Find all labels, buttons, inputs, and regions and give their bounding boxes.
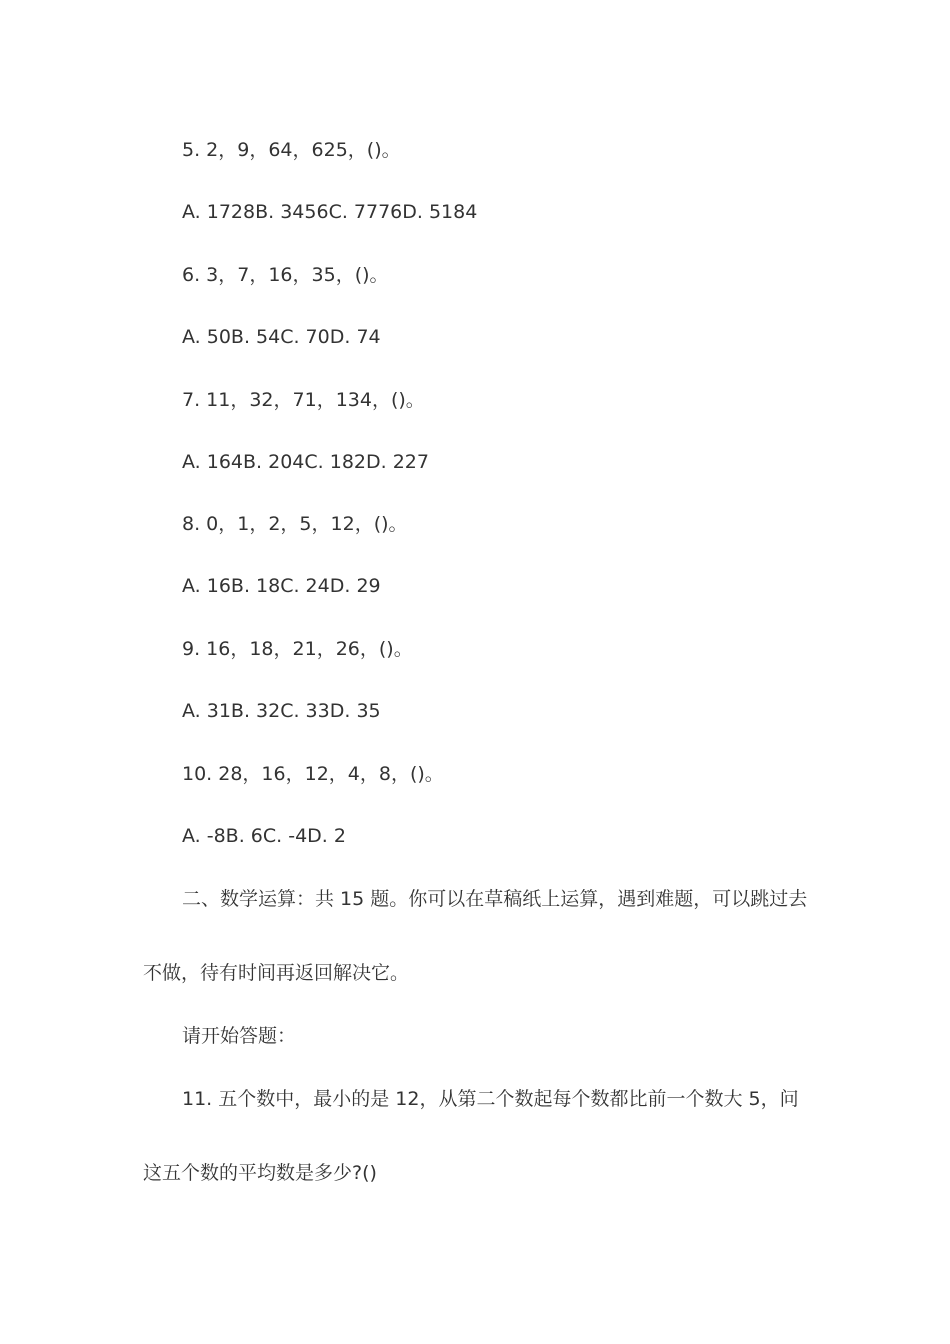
- question-7-options: A. 164B. 204C. 182D. 227: [182, 451, 429, 473]
- question-9-options: A. 31B. 32C. 33D. 35: [182, 700, 381, 722]
- question-5-options: A. 1728B. 3456C. 7776D. 5184: [182, 201, 478, 223]
- question-6-stem: 6. 3，7，16，35，()。: [182, 264, 389, 286]
- question-10-options: A. -8B. 6C. -4D. 2: [182, 825, 346, 847]
- question-9-stem: 9. 16，18，21，26，()。: [182, 638, 413, 660]
- question-11-stem: 11. 五个数中，最小的是 12，从第二个数起每个数都比前一个数大 5，问: [182, 1088, 799, 1110]
- question-11-stem-continued: 这五个数的平均数是多少?(): [143, 1162, 377, 1184]
- section-two-intro: 二、数学运算：共 15 题。你可以在草稿纸上运算，遇到难题，可以跳过去: [182, 888, 808, 910]
- question-5-stem: 5. 2，9，64，625，()。: [182, 139, 401, 161]
- question-7-stem: 7. 11，32，71，134，()。: [182, 389, 425, 411]
- question-6-options: A. 50B. 54C. 70D. 74: [182, 326, 381, 348]
- section-two-intro-continued: 不做，待有时间再返回解决它。: [143, 962, 410, 984]
- question-8-stem: 8. 0，1，2，5，12，()。: [182, 513, 408, 535]
- question-8-options: A. 16B. 18C. 24D. 29: [182, 575, 381, 597]
- start-prompt: 请开始答题：: [182, 1025, 297, 1047]
- question-10-stem: 10. 28，16，12，4，8，()。: [182, 763, 444, 785]
